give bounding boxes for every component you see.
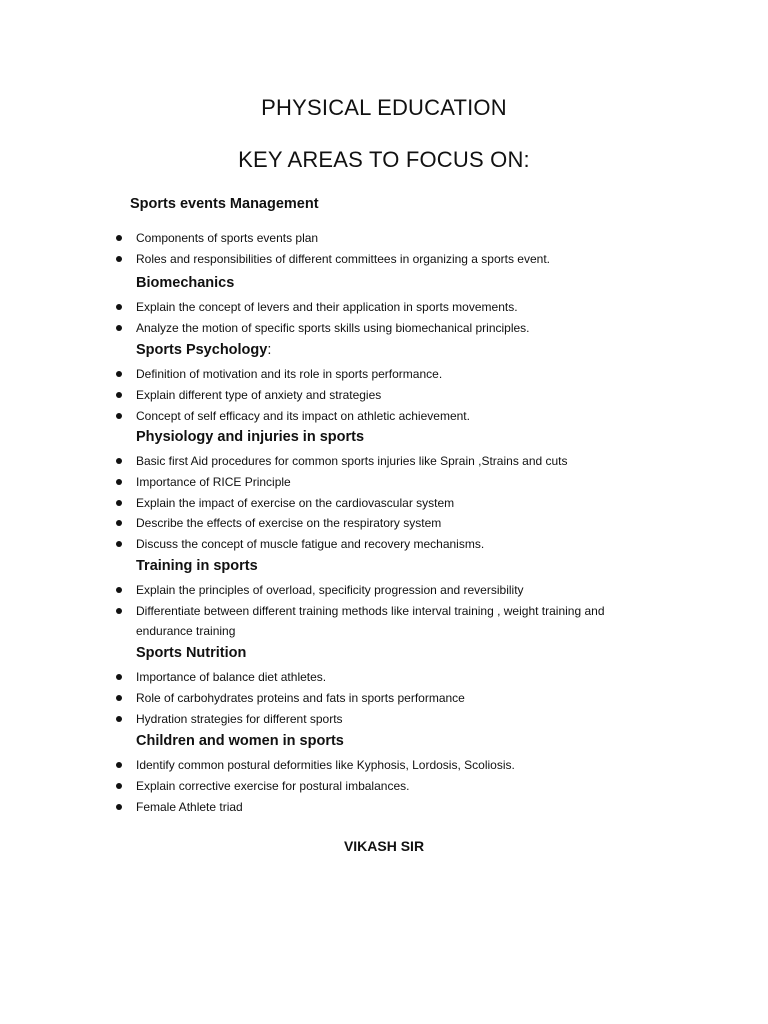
section-heading: Physiology and injuries in sports	[136, 429, 365, 445]
list-item: Explain corrective exercise for postural imbalances.	[136, 776, 656, 797]
list-item: Explain the impact of exercise on the cardiovascular system	[136, 493, 656, 514]
section-training-in-sports	[136, 556, 736, 641]
list-item: Analyze the motion of specific sports skills using biomechanical principles.	[136, 318, 656, 339]
list-item: Definition of motivation and its role in sports performance.	[136, 364, 656, 385]
list-item: Female Athlete triad	[136, 797, 656, 818]
list-item: Role of carbohydrates proteins and fats in sports performance	[136, 688, 656, 709]
page-title: PHYSICAL EDUCATION	[261, 95, 507, 120]
bullet-list	[136, 451, 736, 555]
list-item: Importance of balance diet athletes.	[136, 667, 656, 688]
section-children-women	[136, 731, 736, 817]
list-item: Roles and responsibilities of different committees in organizing a sports event.	[136, 249, 656, 270]
list-item: Concept of self efficacy and its impact on athletic achievement.	[136, 406, 656, 427]
list-item: Components of sports events plan	[136, 228, 656, 249]
section-heading	[136, 340, 736, 360]
list-item: Describe the effects of exercise on the respiratory system	[136, 513, 656, 534]
section-heading: Biomechanics	[136, 275, 235, 291]
bullet-list	[136, 228, 736, 270]
list-item: Hydration strategies for different sports	[136, 709, 656, 730]
list-item: Basic first Aid procedures for common sports injuries like Sprain ,Strains and cuts	[136, 451, 656, 472]
list-item: Explain different type of anxiety and strategies	[136, 385, 656, 406]
section-heading: Sports events Management	[130, 196, 319, 212]
section-heading: Training in sports	[136, 558, 258, 574]
author-name: VIKASH SIR	[343, 838, 425, 854]
section-sports-events-management	[130, 194, 730, 218]
list-item: Explain the concept of levers and their application in sports movements.	[136, 297, 656, 318]
section-heading-text: Sports Psychology	[136, 342, 268, 358]
list-item: Differentiate between different training methods like interval training , weight training and endurance training	[136, 601, 656, 641]
bullet-list	[136, 580, 736, 641]
bullet-list	[136, 667, 736, 729]
section-heading-suffix: :	[267, 342, 272, 358]
list-item: Discuss the concept of muscle fatigue and recovery mechanisms.	[136, 534, 656, 555]
bullet-list	[136, 364, 736, 426]
bullet-list	[136, 755, 736, 817]
section-heading: Sports Nutrition	[136, 645, 247, 661]
section-sports-events-management-list	[136, 228, 736, 270]
page-subtitle: KEY AREAS TO FOCUS ON:	[238, 147, 530, 172]
section-heading: Children and women in sports	[136, 733, 344, 749]
list-item: Importance of RICE Principle	[136, 472, 656, 493]
list-item: Identify common postural deformities like Kyphosis, Lordosis, Scoliosis.	[136, 755, 656, 776]
section-physiology-injuries	[136, 427, 736, 555]
section-sports-nutrition	[136, 643, 736, 729]
list-item: Explain the principles of overload, specificity progression and reversibility	[136, 580, 656, 601]
section-sports-psychology	[136, 340, 736, 426]
bullet-list	[136, 297, 736, 339]
section-biomechanics	[136, 273, 736, 339]
